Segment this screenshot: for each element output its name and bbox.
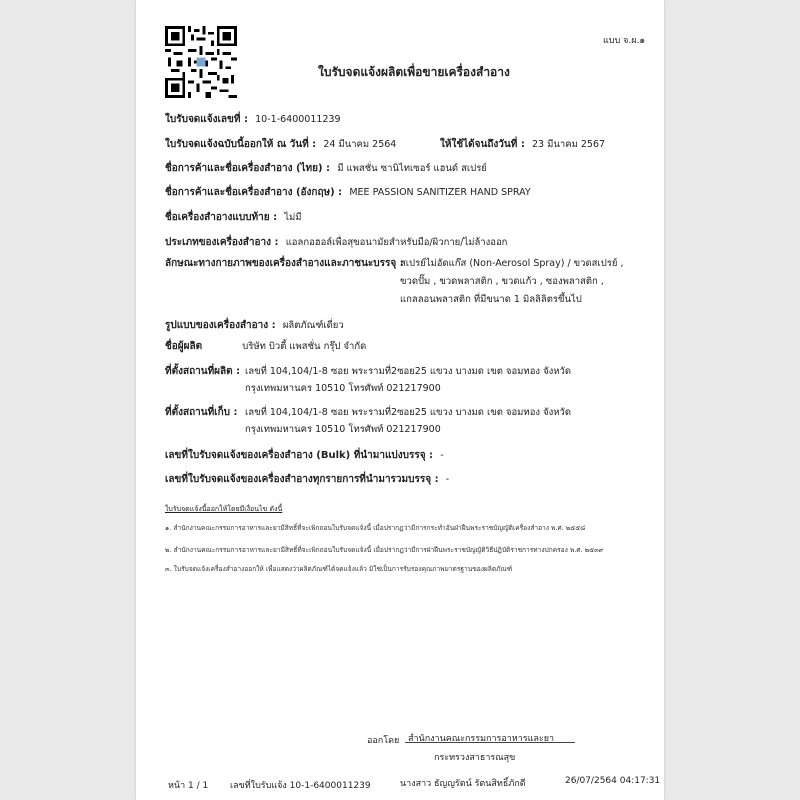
document-title: ใบรับจดแจ้งผลิตเพื่อขายเครื่องสำอาง: [318, 65, 510, 79]
signature-line: [405, 742, 575, 743]
suffix-label: ชื่อเครื่องสำอางแบบท้าย :: [165, 212, 278, 223]
physical-line-2: ขวดปั๊ม , ขวดพลาสติก , ขวดแก้ว , ซองพลาสติก ,: [400, 276, 604, 287]
issuer-label: ออกโดย: [367, 736, 400, 746]
bulk-label: เลขที่ใบรับจดแจ้งของเครื่องสำอาง (Bulk) ที่นำมาแบ่งบรรจุ :: [165, 450, 434, 461]
name-en-row: [165, 185, 531, 200]
timestamp: 26/07/2564 04:17:31: [565, 776, 661, 786]
manufacturer: บริษัท บิวตี้ แพสชั่น กรุ๊ป จำกัด: [242, 341, 367, 352]
bulk-value: -: [440, 450, 444, 461]
mfg-site-row: [165, 364, 244, 379]
physical-label: ลักษณะทางกายภาพของเครื่องสำอางและภาชนะบรรจุ :: [165, 258, 404, 269]
name-th-label: ชื่อการค้าและชื่อเครื่องสำอาง (ไทย) :: [165, 163, 331, 174]
bulk-row: [165, 448, 444, 463]
all-row: [165, 472, 449, 487]
manufacturer-label: ชื่อผู้ผลิต: [165, 341, 203, 352]
condition-item: ๓. ใบรับจดแจ้งเครื่องสำอางออกให้ เพื่อแสดงว่าผลิตภัณฑ์ได้จดแจ้งแล้ว มิใช่เป็นการรับรองคุณภาพมาตรฐานของผลิตภัณฑ์: [165, 565, 513, 573]
format-value: ผลิตภัณฑ์เดี่ยว: [282, 320, 344, 331]
valid-until-label: ให้ใช้ได้จนถึงวันที่ :: [440, 139, 525, 150]
form-code: แบบ จ.ผ.๑: [603, 36, 646, 46]
format-label: รูปแบบของเครื่องสำอาง :: [165, 320, 276, 331]
physical-line-3: แกลลอนพลาสติก ที่มีขนาด 1 มิลลิลิตรขึ้นไป: [400, 294, 582, 305]
all-value: -: [445, 474, 450, 485]
physical-line-1: สเปรย์ไม่อัดแก๊ส (Non-Aerosol Spray) / ขวดสเปรย์ ,: [400, 258, 624, 269]
name-th-row: [165, 161, 487, 176]
manufacturer-row: [165, 339, 366, 354]
format-row: [165, 318, 344, 333]
valid-until-row: [440, 137, 605, 152]
receipt-number-label: ใบรับจดแจ้งเลขที่ :: [165, 114, 248, 125]
mfg-site-line-2: กรุงเทพมหานคร 10510 โทรศัพท์ 021217900: [245, 383, 441, 394]
conditions-heading: ใบรับจดแจ้งนี้ออกให้โดยมีเงื่อนไข ดังนี้: [165, 505, 283, 513]
type-row: [165, 235, 507, 250]
officer-name: นางสาว ธัญญรัตน์ รัตนสิทธิ์ภักดี: [400, 779, 526, 789]
all-label: เลขที่ใบรับจดแจ้งของเครื่องสำอางทุกรายการที่นำมารวมบรรจุ :: [165, 474, 439, 485]
name-en-label: ชื่อการค้าและชื่อเครื่องสำอาง (อังกฤษ) :: [165, 187, 343, 198]
name-en: MEE PASSION SANITIZER HAND SPRAY: [349, 187, 531, 198]
storage-site-label: ที่ตั้งสถานที่เก็บ :: [165, 407, 238, 418]
physical-label-row: [165, 256, 408, 271]
issue-date: 24 มีนาคม 2564: [323, 139, 397, 150]
mfg-site-label: ที่ตั้งสถานที่ผลิต :: [165, 366, 241, 377]
page-number: หน้า 1 / 1: [168, 781, 209, 791]
name-th: มี แพสชั่น ซานิไทเซอร์ แฮนด์ สเปรย์: [337, 163, 487, 174]
qr-code: [165, 26, 237, 98]
footer-reference: เลขที่ใบรับแจ้ง 10-1-6400011239: [230, 781, 371, 791]
receipt-number-row: [165, 112, 341, 127]
issue-date-label: ใบรับจดแจ้งฉบับนี้ออกให้ ณ วันที่ :: [165, 139, 317, 150]
condition-item: ๒. สำนักงานคณะกรรมการอาหารและยามีสิทธิ์ที่จะเพิกถอนใบรับจดแจ้งนี้ เมื่อปรากฏว่ามีการฝ่าฝืนพระราชบัญญัติวิธีปฏิบัติราชการทางปกครอง พ.ศ. ๒๕๓๙: [165, 546, 604, 554]
type-value: แอลกอฮอล์เพื่อสุขอนามัยสำหรับมือ/ผิวกาย/ไม่ล้างออก: [285, 237, 508, 248]
issuer-line-2: กระทรวงสาธารณสุข: [434, 753, 516, 763]
type-label: ประเภทของเครื่องสำอาง :: [165, 237, 279, 248]
mfg-site-line-1: เลขที่ 104,104/1-8 ซอย พระรามที่2ซอย25 แขวง บางมด เขต จอมทอง จังหวัด: [245, 366, 572, 377]
storage-site-line-1: เลขที่ 104,104/1-8 ซอย พระรามที่2ซอย25 แขวง บางมด เขต จอมทอง จังหวัด: [245, 407, 572, 418]
receipt-number: 10-1-6400011239: [255, 114, 341, 125]
suffix-row: [165, 210, 302, 225]
condition-item: ๑. สำนักงานคณะกรรมการอาหารและยามีสิทธิ์ที่จะเพิกถอนใบรับจดแจ้งนี้ เมื่อปรากฏว่ามีการกระทำอันฝ่าฝืนพระราชบัญญัติเครื่องสำอาง พ.ศ. ๒๕๕๘: [165, 524, 586, 532]
issue-date-row: [165, 137, 396, 152]
storage-site-row: [165, 405, 241, 420]
issuer-line-1: สำนักงานคณะกรรมการอาหารและยา: [408, 734, 555, 744]
storage-site-line-2: กรุงเทพมหานคร 10510 โทรศัพท์ 021217900: [245, 424, 441, 435]
suffix-value: ไม่มี: [284, 212, 302, 223]
valid-until: 23 มีนาคม 2567: [532, 139, 606, 150]
